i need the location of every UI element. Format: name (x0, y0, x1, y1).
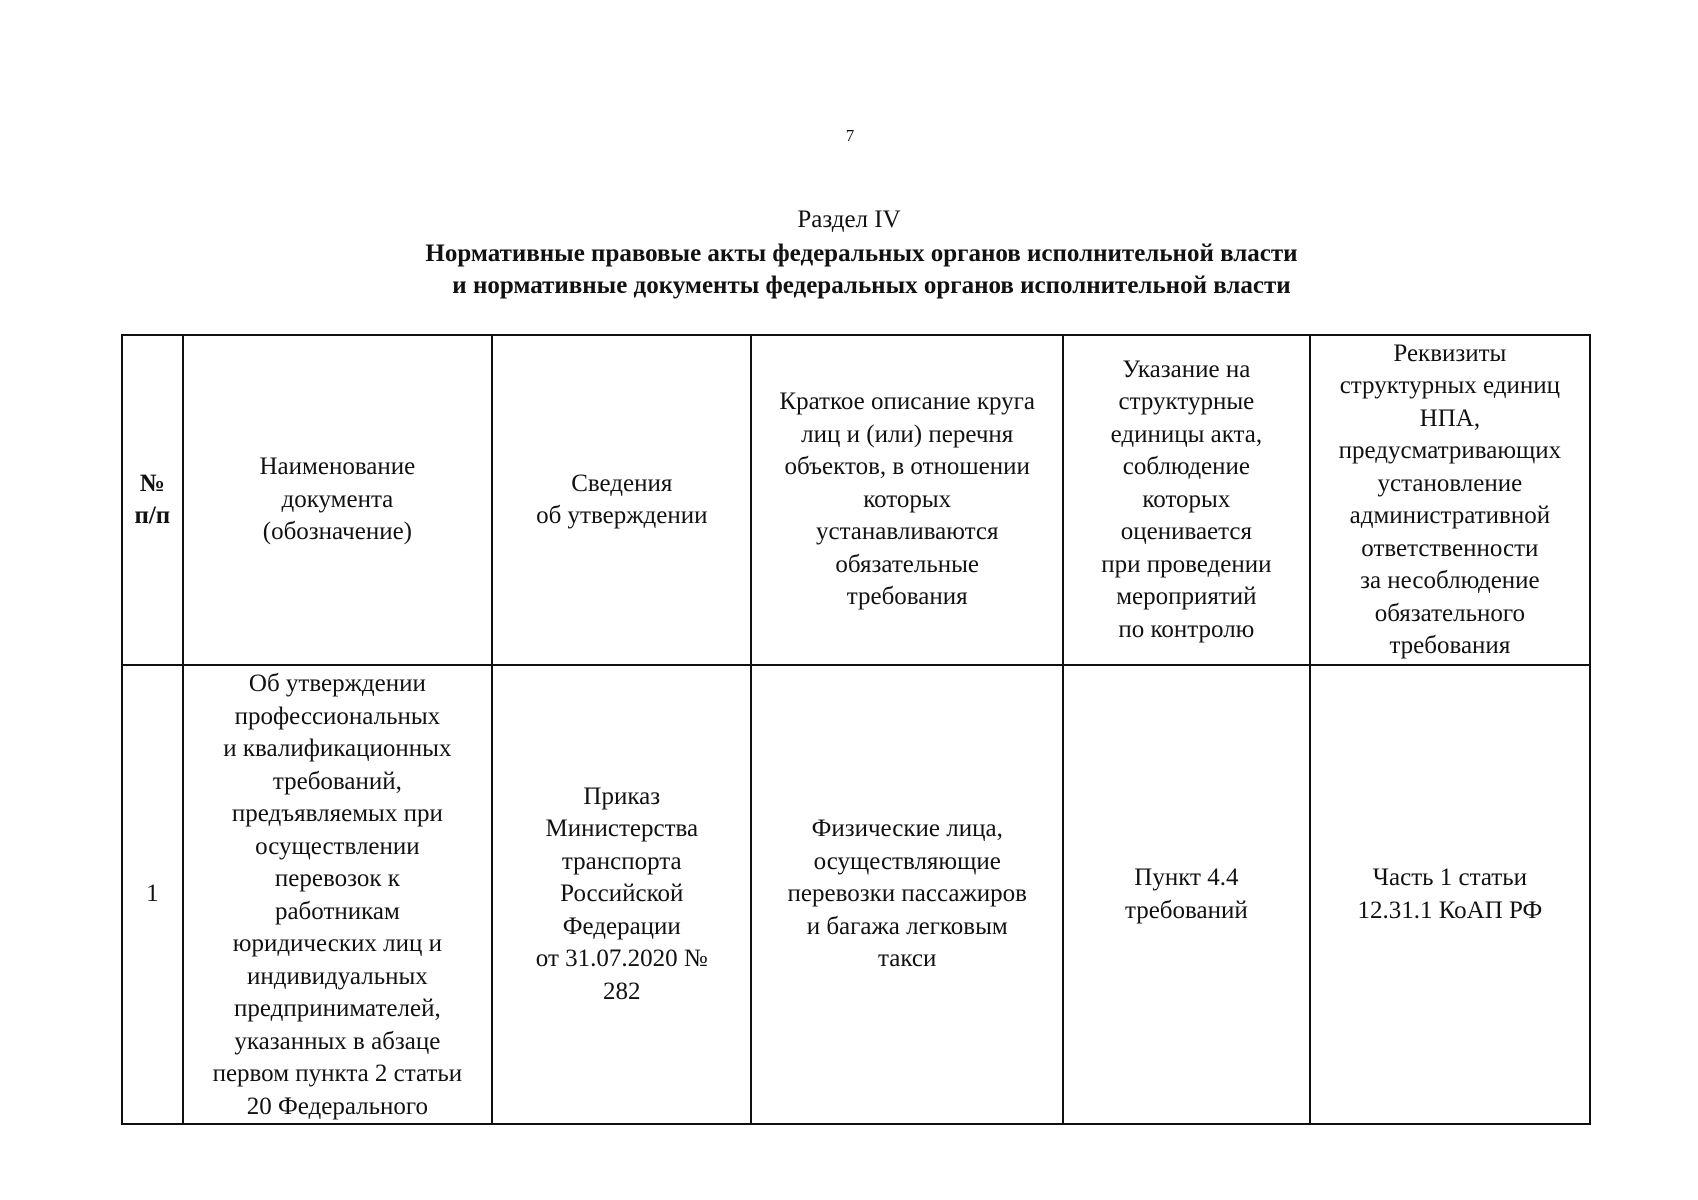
row-document-name: Об утверждении профессиональных и квалификационных требований, предъявляемых при осуществлении перевозок к работникам юридических лиц и индивидуальных предпринимателей, указанных в абзаце первом пункта 2 статьи 20 Федерального (183, 665, 492, 1124)
section-title-line-1: Нормативные правовые акты федеральных органов исполнительной власти (425, 240, 1298, 267)
table-row (122, 665, 1590, 1124)
column-header-description: Краткое описание круга лиц и (или) перечня объектов, в отношении которых устанавливаются обязательные требования (751, 335, 1063, 665)
row-number: 1 (122, 665, 183, 1124)
section-title (0, 238, 1698, 302)
section-label: Раздел IV (797, 206, 901, 233)
row-approval: Приказ Министерства транспорта Российской Федерации от 31.07.2020 № 282 (492, 665, 751, 1124)
column-header-number: № п/п (122, 335, 183, 665)
column-header-document-name: Наименование документа (обозначение) (183, 335, 492, 665)
column-header-liability: Реквизиты структурных единиц НПА, предусматривающих установление административной ответственности за несоблюдение обязательного требования (1310, 335, 1590, 665)
row-liability: Часть 1 статьи 12.31.1 КоАП РФ (1310, 665, 1590, 1124)
column-header-approval: Сведения об утверждении (492, 335, 751, 665)
requirements-table (121, 334, 1591, 1125)
row-description: Физические лица, осуществляющие перевозки пассажиров и багажа легковым такси (751, 665, 1063, 1124)
page-number: 7 (845, 126, 855, 145)
row-structural-units: Пункт 4.4 требований (1063, 665, 1310, 1124)
column-header-structural-units: Указание на структурные единицы акта, соблюдение которых оценивается при проведении мероприятий по контролю (1063, 335, 1310, 665)
section-title-line-2: и нормативные документы федеральных органов исполнительной власти (452, 272, 1291, 299)
table-header-row (122, 335, 1590, 665)
